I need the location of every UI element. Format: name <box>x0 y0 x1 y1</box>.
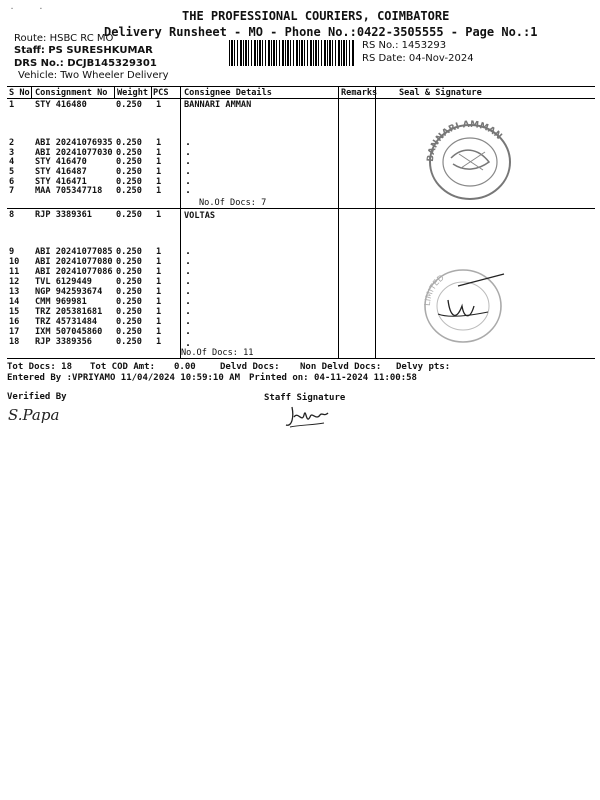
staff-signature-icon <box>284 403 332 431</box>
scan-specks: . . <box>0 2 44 11</box>
entered-by: Entered By :VPRIYAMO 11/04/2024 10:59:10 AM <box>7 373 240 383</box>
company-title: THE PROFESSIONAL COURIERS, COIMBATORE <box>182 9 450 23</box>
rs-date: RS Date: 04-Nov-2024 <box>362 53 474 64</box>
header-weight: Weight <box>117 88 149 98</box>
delivered-docs: Delvd Docs: <box>220 362 280 372</box>
header-consignment: Consignment No <box>35 88 108 98</box>
route-label: Route: HSBC RC MO <box>14 33 114 44</box>
verified-by-label: Verified By <box>7 392 67 402</box>
total-cod-value: 0.00 <box>174 362 196 372</box>
total-docs: Tot Docs: 18 <box>7 362 73 372</box>
company-seal-icon <box>423 118 518 203</box>
company-seal-icon <box>418 266 508 346</box>
header-remarks: Remarks <box>341 88 378 98</box>
vehicle-label: Vehicle: Two Wheeler Delivery <box>18 70 169 81</box>
header-seal: Seal & Signature <box>399 88 482 98</box>
delivery-points: Delvy pts: <box>396 362 451 372</box>
barcode <box>229 40 355 66</box>
total-cod-label: Tot COD Amt: <box>90 362 156 372</box>
header-pcs: PCS <box>153 88 169 98</box>
rs-number: RS No.: 1453293 <box>362 40 447 51</box>
header-consignee: Consignee Details <box>184 88 272 98</box>
staff-signature-label: Staff Signature <box>264 393 346 403</box>
header-sno: S No <box>9 88 30 98</box>
staff-label: Staff: PS SURESHKUMAR <box>14 45 153 56</box>
svg-text:LIMITED <box>423 273 446 306</box>
non-delivered-docs: Non Delvd Docs: <box>300 362 382 372</box>
group1-doc-count: No.Of Docs: 7 <box>199 198 267 208</box>
group2-doc-count: No.Of Docs: 11 <box>181 348 254 358</box>
stamp1-text: BANNARI AMMAN <box>425 119 504 163</box>
printed-on: Printed on: 04-11-2024 11:00:58 <box>249 373 417 383</box>
svg-text:BANNARI AMMAN <box>426 120 504 163</box>
drs-number: DRS No.: DCJB145329301 <box>14 58 157 69</box>
stamp2-text: LIMITED <box>422 273 446 307</box>
verifier-signature: S.Papa <box>8 406 60 424</box>
runsheet-subtitle: Delivery Runsheet - MO - Phone No.:0422-3505555 - Page No.:1 <box>104 25 538 39</box>
